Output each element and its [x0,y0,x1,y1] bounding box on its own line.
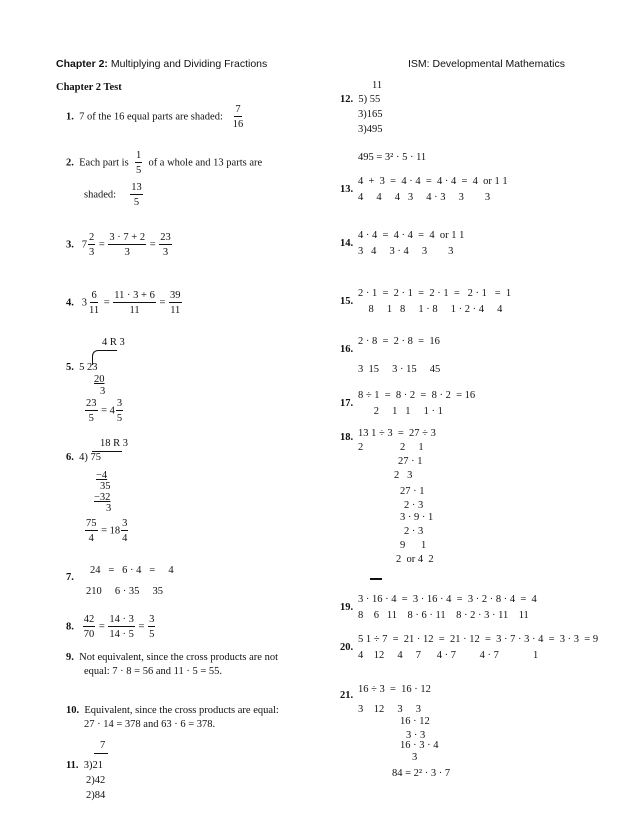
problem-number-label: 7. [66,572,74,583]
problem-text: equal: 7 · 8 = 56 and 11 · 5 = 55. [84,666,223,677]
fraction [83,614,96,640]
problem-number: 1. [66,111,74,123]
expression-top: 3 · 16 · 4 = 3 · 16 · 4 = 3 · 2 · 8 · 4 = 4 [358,594,537,605]
step-top: 27 · 1 [400,486,425,497]
fraction [148,614,155,640]
fraction [130,182,143,208]
problem-number: 8. [66,621,74,633]
problem-9 [66,652,278,663]
denominator: 5 [88,413,94,425]
division-step: 2)42 [86,775,106,786]
chapter-label: Chapter 2: [56,58,108,70]
expression-top: 8 ÷ 1 = 8 · 2 = 8 · 2 = 16 [358,390,476,401]
book-title: ISM: Developmental Mathematics [408,58,565,70]
denominator: 11 [89,305,100,317]
numerator: 23 [85,398,98,411]
problem-number: 10. [66,705,80,716]
fraction [159,232,172,258]
denominator: 11 [129,305,140,317]
problem-14-number [340,238,353,249]
problem-text: shaded: [84,189,117,201]
difference: 35 [100,481,111,492]
problem-number: 12. [340,94,354,105]
problem-number: 11. [66,760,79,771]
problem-text: 27 · 14 = 378 and 63 · 6 = 378. [84,719,216,730]
subtrahend: −32 [94,492,111,503]
denominator: 5 [116,413,123,425]
numerator: 42 [83,614,96,627]
separator-mark [370,578,382,580]
denominator: 3 [89,247,95,259]
numerator: 3 · 7 + 2 [108,232,146,245]
numerator: 3 [116,398,123,411]
remainder: 3 [100,386,106,397]
problem-4 [66,290,183,316]
equals: = [98,621,105,633]
problem-number: 2. [66,157,74,169]
expression-top: 2 · 8 = 2 · 8 = 16 [358,336,440,347]
numerator: 1 [135,150,142,163]
prime-factorization: 84 = 2² · 3 · 7 [392,768,451,779]
expression-bottom: 210 6 · 35 35 [86,586,163,597]
fraction [232,104,245,130]
problem-number: 19. [340,602,354,613]
quotient: 18 R 3 [100,438,129,449]
fraction [85,398,98,424]
expression-top: 16 ÷ 3 = 16 · 12 [358,684,431,695]
problem-5 [66,362,98,373]
division-step: 2)84 [86,790,106,801]
problem-18-number [340,432,353,443]
problem-number: 15. [340,296,354,307]
dividend: 5 23 [79,362,98,373]
fraction [135,150,142,176]
expression-bottom: 8 1 8 1 · 8 1 · 2 · 4 4 [358,304,503,315]
problem-1 [66,104,245,130]
numerator: 14 · 3 [108,614,135,627]
quotient: 7 [100,740,106,751]
problem-number: 6. [66,452,74,463]
chapter-title: Multiplying and Dividing Fractions [107,58,268,70]
equals: = 18 [101,525,121,537]
fraction [88,290,100,316]
problem-8 [66,614,156,640]
problem-text: of a whole and 13 parts are [148,157,263,169]
denominator: 4 [88,533,94,545]
problem-2 [66,150,262,176]
equals: = [103,297,110,309]
fraction [113,290,156,316]
problem-6-result [84,518,129,544]
problem-number: 5. [66,362,74,373]
numerator: 3 [121,518,128,531]
fraction [169,290,182,316]
problem-19-number [340,602,353,613]
equals: = [98,239,105,251]
fraction [85,518,98,544]
fraction [116,398,123,424]
expression-bottom: 2 1 1 1 · 1 [358,406,443,417]
expression-top: 4 + 3 = 4 · 4 = 4 · 4 = 4 or 1 1 [358,176,508,187]
quotient: 11 [372,80,383,91]
expression-top: 24 = 6 · 4 = 4 [90,565,174,576]
problem-6 [66,452,101,463]
step-bottom: 3 · 3 [406,730,426,741]
denominator: 14 · 5 [109,629,134,641]
problem-number: 17. [340,398,354,409]
problem-number: 4. [66,297,74,309]
quotient: 4 R 3 [102,337,125,348]
numerator: 75 [85,518,98,531]
equals: = [159,297,166,309]
problem-number: 14. [340,238,354,249]
fraction [108,614,135,640]
whole-number: 3 [81,297,87,309]
problem-2-answer [84,182,144,208]
fraction [88,232,95,258]
denominator: 70 [83,629,95,641]
problem-12 [340,94,380,105]
fraction [121,518,128,544]
problem-number: 13. [340,184,354,195]
problem-3 [66,232,173,258]
denominator: 3 [162,247,169,259]
problem-text: 7 of the 16 equal parts are shaded: [79,111,223,123]
problem-16-number [340,344,353,355]
test-title: Chapter 2 Test [56,82,122,93]
expression-bottom: 4 12 4 7 4 · 7 4 · 7 1 [358,650,539,661]
step-top: 3 · 9 · 1 [400,512,434,523]
problem-number: 18. [340,432,354,443]
division-step: 3)495 [358,124,383,135]
numerator: 6 [90,290,97,303]
problem-10 [66,705,279,716]
step-top: 16 · 3 · 4 [400,740,439,751]
denominator: 5 [135,165,142,177]
problem-20-number [340,642,353,653]
numerator: 3 [148,614,155,627]
problem-11 [66,760,103,771]
expression-top: 13 1 ÷ 3 = 27 ÷ 3 [358,428,436,439]
problem-17-number [340,398,353,409]
expression-bottom: 2 2 1 [358,442,424,453]
division-bar [94,753,108,754]
problem-13-number [340,184,353,195]
division-step: 5) 55 [358,94,381,105]
remainder: 3 [106,503,112,514]
problem-number: 16. [340,344,354,355]
equals: = [138,621,145,633]
problem-number: 21. [340,690,354,701]
problem-21-number [340,690,353,701]
problem-text: Equivalent, since the cross products are equal: [84,705,279,716]
step-bottom: 2 3 [394,470,413,481]
expression-bottom: 3 12 3 3 [358,704,421,715]
problem-text: Not equivalent, since the cross products are not [79,652,278,663]
step-top: 27 · 1 [398,456,423,467]
denominator: 16 [232,119,244,131]
denominator: 4 [122,533,128,545]
numerator: 39 [169,290,182,303]
expression-bottom: 3 4 3 · 4 3 3 [358,246,454,257]
problem-number [66,572,74,583]
step-bottom: 2 or 4 2 [396,554,434,565]
step-top: 9 1 [400,540,427,551]
equals: = [149,239,156,251]
numerator: 11 · 3 + 6 [113,290,156,303]
subtrahend: 20 [94,374,105,385]
subtrahend: −4 [96,470,108,481]
denominator: 5 [149,629,155,641]
expression-top: 4 · 4 = 4 · 4 = 4 or 1 1 [358,230,465,241]
problem-number: 20. [340,642,354,653]
problem-number: 9. [66,652,74,663]
expression-top: 5 1 ÷ 7 = 21 · 12 = 21 · 12 = 3 · 7 · 3 · 4 = 3 · 3 = 9 [358,634,599,645]
expression-bottom: 4 4 4 3 4 · 3 3 3 [358,192,491,203]
whole-number: 7 [81,239,87,251]
problem-number: 3. [66,239,74,251]
prime-factorization: 495 = 3² · 5 · 11 [358,152,427,163]
problem-15-number [340,296,353,307]
numerator: 7 [234,104,241,117]
problem-text: Each part is [79,157,129,169]
division-step: 3)165 [358,109,383,120]
denominator: 11 [170,305,181,317]
expression-bottom: 8 6 11 8 · 6 · 11 8 · 2 · 3 · 11 11 [358,610,529,621]
expression-top: 2 · 1 = 2 · 1 = 2 · 1 = 2 · 1 = 1 [358,288,512,299]
expression-bottom: 3 15 3 · 15 45 [358,364,441,375]
equals: = 4 [101,405,115,417]
problem-5-result [84,398,124,424]
numerator: 23 [159,232,172,245]
fraction [108,232,146,258]
step-top: 16 · 12 [400,716,430,727]
step-bottom: 2 · 3 [404,500,424,511]
denominator: 5 [133,197,140,209]
step-bottom: 2 · 3 [404,526,424,537]
chapter-heading [56,58,267,70]
denominator: 3 [124,247,130,259]
numerator: 2 [88,232,95,245]
division-step: 3)21 [83,760,104,771]
numerator: 13 [130,182,143,195]
dividend: 4) 75 [79,452,101,463]
step-bottom: 3 [412,752,418,763]
